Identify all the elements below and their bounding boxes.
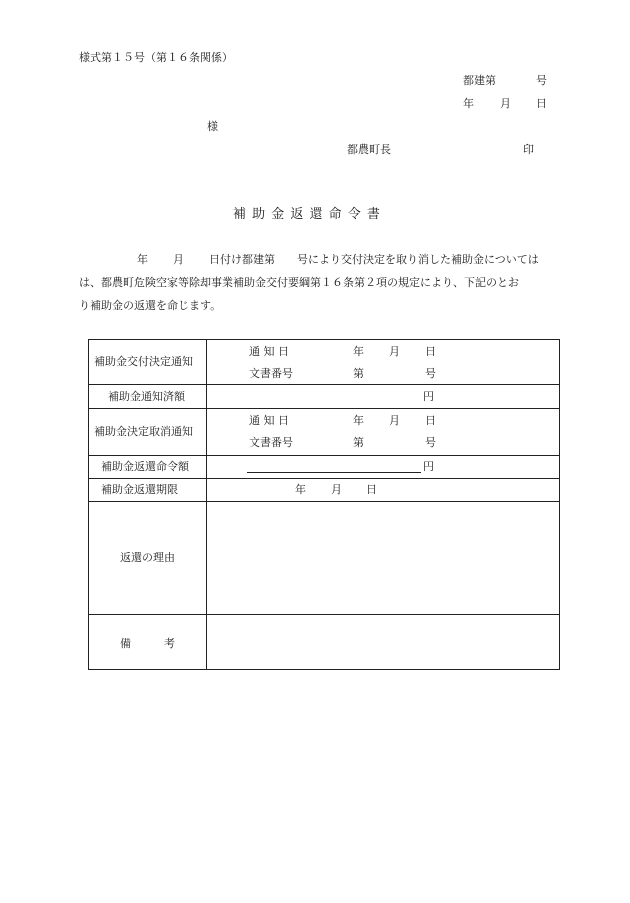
reference-number-label: 都建第	[463, 74, 496, 87]
refund-amount-underline	[247, 472, 421, 473]
table-row-divider	[89, 455, 559, 456]
issuer-name: 都農町長	[347, 143, 391, 156]
date-day: 日	[536, 97, 547, 110]
row-cancellation-go: 号	[425, 436, 436, 449]
reference-number-suffix: 号	[536, 74, 547, 87]
row-remarks-label: 備 考	[120, 637, 175, 650]
date-month: 月	[500, 97, 511, 110]
table-row-divider	[89, 408, 559, 409]
table-row-divider	[89, 478, 559, 479]
body-line1-year: 年	[137, 253, 148, 266]
row-cancellation-date-label: 通 知 日	[249, 414, 289, 427]
row-grant-decision-dai: 第	[353, 367, 364, 380]
row-refund-amount-label: 補助金返還命令額	[101, 460, 189, 473]
row-cancellation-dai: 第	[353, 436, 364, 449]
addressee-suffix: 様	[207, 120, 218, 133]
body-line1-month: 月	[173, 253, 184, 266]
row-grant-decision-year: 年	[353, 345, 364, 358]
body-line1-text: 日付け都建第 号により交付決定を取り消した補助金については	[209, 253, 539, 266]
row-grant-decision-month: 月	[389, 345, 400, 358]
table-row-divider	[89, 501, 559, 502]
table-row-divider	[89, 614, 559, 615]
row-grant-decision-go: 号	[425, 367, 436, 380]
seal-mark: 印	[523, 143, 534, 156]
body-line2: は、都農町危険空家等除却事業補助金交付要綱第１６条第２項の規定により、下記のとお	[79, 276, 519, 289]
row-grant-decision-day: 日	[425, 345, 436, 358]
row-refund-deadline-month: 月	[331, 483, 342, 496]
row-refund-deadline-year: 年	[295, 483, 306, 496]
body-line3: り補助金の返還を命じます。	[79, 299, 222, 312]
refund-details-table	[88, 339, 560, 670]
row-cancellation-docnum-label: 文書番号	[249, 436, 293, 449]
row-cancellation-label: 補助金決定取消通知	[94, 425, 193, 438]
form-number: 様式第１５号（第１６条関係）	[79, 51, 233, 64]
row-notified-amount-label: 補助金通知済額	[108, 390, 185, 403]
row-cancellation-day: 日	[425, 414, 436, 427]
table-row-divider	[89, 384, 559, 385]
row-grant-decision-docnum-label: 文書番号	[249, 367, 293, 380]
row-grant-decision-date-label: 通 知 日	[249, 345, 289, 358]
row-refund-reason-label: 返還の理由	[120, 551, 175, 564]
table-column-divider	[206, 340, 207, 669]
row-refund-amount-yen: 円	[423, 460, 434, 473]
row-grant-decision-label: 補助金交付決定通知	[94, 355, 193, 368]
row-notified-amount-yen: 円	[423, 390, 434, 403]
row-cancellation-month: 月	[389, 414, 400, 427]
date-year: 年	[463, 97, 474, 110]
row-cancellation-year: 年	[353, 414, 364, 427]
row-refund-deadline-day: 日	[366, 483, 377, 496]
document-title: 補 助 金 返 還 命 令 書	[233, 207, 381, 222]
row-refund-deadline-label: 補助金返還期限	[101, 483, 178, 496]
